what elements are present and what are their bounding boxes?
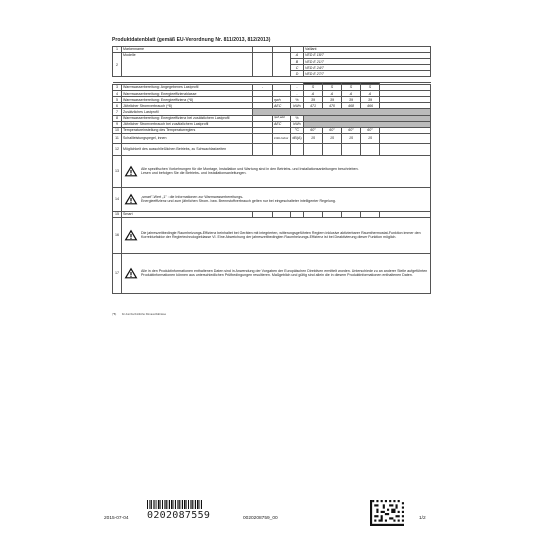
page-title: Produktdatenblatt (gemäß EU-Verordnung Nr. 811/2013, 812/2013) (112, 37, 271, 43)
barcode-number: 0202087559 (147, 510, 211, 521)
value-cell: 39 (361, 97, 380, 103)
row-symbol: AEC (273, 121, 291, 127)
row-number: 5 (113, 97, 122, 103)
value-cell: 60° (361, 127, 380, 133)
row-number: 14 (113, 187, 122, 211)
barcode-image (147, 500, 203, 509)
row-number: 17 (113, 253, 122, 293)
page-number: 1/2 (419, 516, 426, 521)
row-label: Markenname (122, 47, 253, 53)
value-cell: A (361, 91, 380, 97)
row-number: 13 (113, 155, 122, 187)
model-name: VED E 18/7 (304, 53, 431, 59)
row-number: 12 (113, 143, 122, 155)
row-symbol: AEC (273, 103, 291, 109)
row-label: Warmwasserbereitung: Angegebenes Lastprofil (122, 85, 253, 91)
row-label: Möglichkeit des ausschließlichen Betriebs, zu Schwachlastzeiten (122, 143, 253, 155)
model-name: VED E 21/7 (304, 59, 431, 65)
table-row (113, 253, 431, 293)
value-cell: 60° (304, 127, 323, 133)
row-unit: % (291, 97, 304, 103)
row-label: Warmwasserbereitung: Energieeffizienz (*8) (122, 97, 253, 103)
model-letter: A (291, 53, 304, 59)
notice-line: „smart"-Wert „1" : die Informationen zur Warmwasserbereitungs- (141, 194, 244, 199)
value-cell: S (361, 85, 380, 91)
row-number: 11 (113, 133, 122, 143)
row-number: 8 (113, 115, 122, 121)
warning-icon (124, 229, 138, 241)
row-number: 2 (113, 53, 122, 77)
value-cell: 15 (342, 133, 361, 143)
value-cell: A (304, 91, 323, 97)
notice-line: Lesen und befolgen Sie die Betriebs- und Installationsanleitungen. (141, 171, 247, 176)
row-label: Modelle (122, 53, 253, 77)
row-number: 7 (113, 109, 122, 115)
value-cell: 15 (304, 133, 323, 143)
warning-icon (124, 165, 138, 177)
row-number: 9 (113, 121, 122, 127)
row-number: 3 (113, 85, 122, 91)
warning-icon (124, 193, 138, 205)
table-row: 4 Warmwasserbereitung: Energieeffizienzklasse - A A A A (113, 91, 431, 97)
row-unit: kWh (291, 103, 304, 109)
row-number: 6 (113, 103, 122, 109)
row-label: Jährlicher Stromverbrauch (*8) (122, 103, 253, 109)
row-label: Smart (122, 211, 253, 217)
row-label: Zusätzliches Lastprofil (122, 109, 253, 115)
table-row: 3 Warmwasserbereitung: Angegebenes Lastprofil - - S S S S (113, 85, 431, 91)
table-row (113, 133, 431, 143)
table-row (113, 155, 431, 187)
model-letter: B (291, 59, 304, 65)
table-row (113, 143, 431, 155)
row-label: Temperatureinstellung des Temperaturreglers (122, 127, 253, 133)
row-symbol: ηwh (273, 97, 291, 103)
row-symbol: ηwh,add (273, 115, 291, 121)
value-cell: 60° (342, 127, 361, 133)
warning-icon (124, 267, 138, 279)
value-cell: 39 (342, 97, 361, 103)
footnote-marker: (*8) (112, 313, 117, 316)
footnote-text: für durchschnittliche Klimaverhältnisse (121, 313, 167, 316)
row-number: 10 (113, 127, 122, 133)
brand-name: Vaillant (304, 47, 431, 53)
datamatrix-code (370, 500, 404, 526)
model-name: VED E 24/7 (304, 65, 431, 71)
value-cell: 471 (304, 103, 323, 109)
value-cell: A (323, 91, 342, 97)
value-cell: 39 (304, 97, 323, 103)
footer-date: 2015-07-04 (104, 516, 129, 521)
row-number: 15 (113, 211, 122, 217)
footnote (112, 313, 166, 316)
row-label: Warmwasserbereitung: Energieeffizienz bei zusätzlichem Lastprofil (122, 115, 253, 121)
row-unit: °C (291, 127, 304, 133)
value-cell: 39 (323, 97, 342, 103)
value-cell: S (304, 85, 323, 91)
value-cell: S (323, 85, 342, 91)
row-unit: dB(A) (291, 133, 304, 143)
row-unit: - (253, 85, 273, 91)
product-datasheet-table (112, 46, 431, 294)
model-letter: C (291, 65, 304, 71)
row-unit: % (291, 115, 304, 121)
row-number: 4 (113, 91, 122, 97)
table-row (113, 187, 431, 211)
notice-text: Die jahreszeitbedingte Raumheizungs-Effizienz beinhaltet bei Geräten mit integrierten, witterungsgeführten Reglern inklusive aktivierbarer Raumthermostat-Funktion immer den Korrekturfaktor der Reglertechnologieklasse VI. Eine Abweichung der jahreszeitbedingten Raumheizungs-Effizienz ist bei Deaktivierung dieser Funktion möglich. (141, 231, 421, 240)
value-cell: S (342, 85, 361, 91)
row-label: Schallleistungspegel, innen (122, 133, 253, 143)
table-row (113, 217, 431, 253)
row-number: 1 (113, 47, 122, 53)
notice-text: Alle in den Produktinformationen enthaltenen Daten sind in Anwendung der Vorgaben der Europäischen Direktiven ermittelt worden. Unterschiede zu an anderer Stelle aufgeführten Produktinformationen können aus unterschiedlichen Prüfbedingungen resultieren. Maßgeblich und gültig sind allein die in diesem Produktinformationen enthaltenen Daten. (141, 269, 428, 278)
value-cell: 15 (361, 133, 380, 143)
row-symbol: LWA indoor (273, 133, 291, 143)
row-label: Jährlicher Stromverbrauch bei zusätzlichem Lastprofil (122, 121, 253, 127)
notice-line: Alle spezifischen Vorkehrungen für die Montage, Installation und Wartung sind in den Betriebs- und Installationsanleitungen beschrieben. (141, 166, 359, 171)
model-letter: D (291, 71, 304, 77)
value-cell: 468 (342, 103, 361, 109)
model-name: VED E 27/7 (304, 71, 431, 77)
notice-line: Energieeffizienz und zum jährlichen Strom- bzw. Brennstoffverbrauch gelten nur bei eingeschalteter intelligenter Regelung. (141, 199, 336, 204)
value-cell: 15 (323, 133, 342, 143)
value-cell: 466 (361, 103, 380, 109)
row-label: Warmwasserbereitung: Energieeffizienzklasse (122, 91, 253, 97)
row-unit: kWh (291, 121, 304, 127)
value-cell: A (342, 91, 361, 97)
value-cell: 470 (323, 103, 342, 109)
value-cell: 60° (323, 127, 342, 133)
row-number: 16 (113, 217, 122, 253)
document-code: 0020208759_00 (243, 516, 278, 521)
